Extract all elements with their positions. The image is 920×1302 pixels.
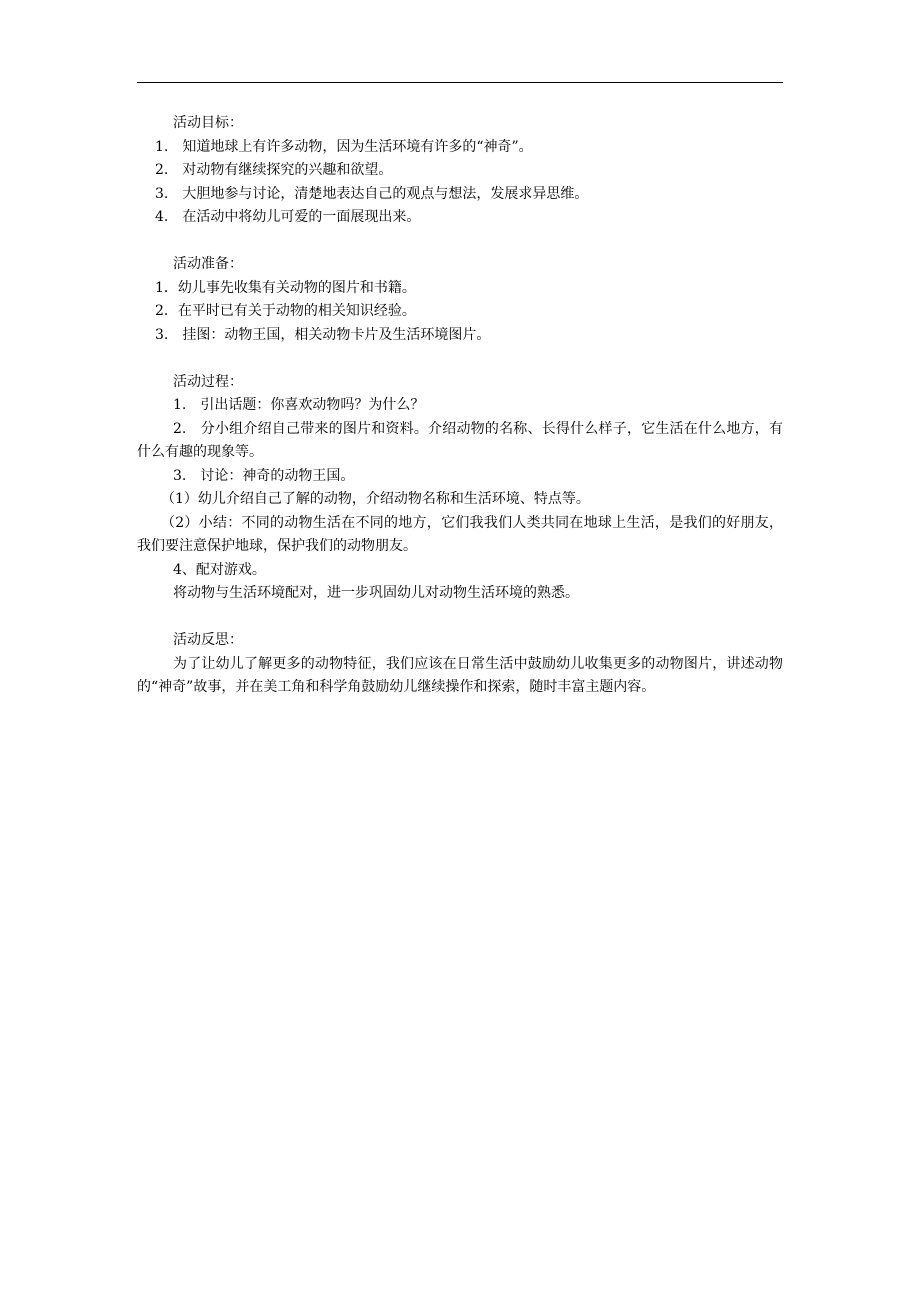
- preparation-item-2: 2．在平时已有关于动物的相关知识经验。: [155, 303, 416, 319]
- goals-item-2: 2. 对动物有继续探究的兴趣和欲望。: [155, 162, 393, 178]
- preparation-section: [137, 253, 783, 347]
- process-sub-2: （2）小结：不同的动物生活在不同的地方，它们我我们人类共同在地球上生活，是我们的好朋友，我们要注意保护地球，保护我们的动物朋友。: [137, 514, 783, 554]
- process-step-2: 2. 分小组介绍自己带来的图片和资料。介绍动物的名称、长得什么样子，它生活在什么地方，有什么有趣的现象等。: [137, 420, 783, 460]
- process-step-4: 4、配对游戏。: [173, 561, 266, 578]
- process-section: [137, 371, 783, 606]
- goals-item-1: 1. 知道地球上有许多动物，因为生活环境有许多的“神奇”。: [155, 138, 533, 155]
- reflection-text: 为了让幼儿了解更多的动物特征，我们应该在日常生活中鼓励幼儿收集更多的动物图片，讲述动物的“神奇”故事，并在美工角和科学角鼓励幼儿继续操作和探索，随时丰富主题内容。: [137, 655, 783, 695]
- process-step-4-desc: 将动物与生活环境配对，进一步巩固幼儿对动物生活环境的熟悉。: [173, 585, 579, 601]
- reflection-heading: 活动反思：: [173, 632, 243, 648]
- header-rule: [137, 82, 783, 83]
- preparation-heading: 活动准备：: [173, 256, 243, 272]
- process-sub-1: （1）幼儿介绍自己了解的动物，介绍动物名称和生活环境、特点等。: [161, 491, 590, 507]
- reflection-section: [137, 629, 783, 700]
- preparation-item-3: 3. 挂图：动物王国，相关动物卡片及生活环境图片。: [155, 326, 491, 343]
- goals-item-4: 4. 在活动中将幼儿可爱的一面展现出来。: [155, 209, 421, 225]
- goals-section: [137, 112, 783, 230]
- document-body: [137, 112, 783, 723]
- process-heading: 活动过程：: [173, 373, 243, 390]
- process-step-1: 1. 引出话题：你喜欢动物吗？为什么？: [173, 397, 425, 413]
- preparation-item-1: 1．幼儿事先收集有关动物的图片和书籍。: [155, 279, 416, 296]
- process-step-3: 3. 讨论：神奇的动物王国。: [173, 467, 355, 484]
- goals-item-3: 3. 大胆地参与讨论，清楚地表达自己的观点与想法，发展求异思维。: [155, 185, 589, 202]
- goals-heading: 活动目标：: [173, 115, 243, 131]
